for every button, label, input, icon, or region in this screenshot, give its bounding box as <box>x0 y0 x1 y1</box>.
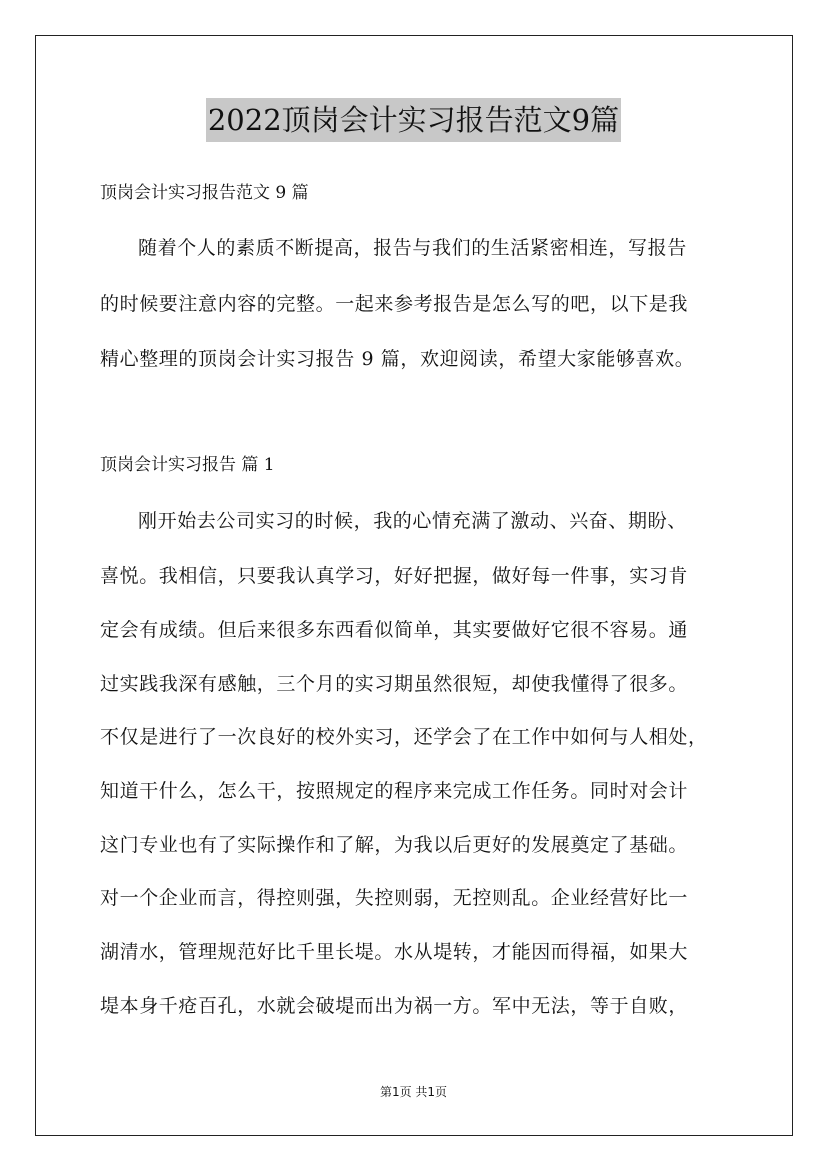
intro-line: 的时候要注意内容的完整。一起来参考报告是怎么写的吧，以下是我 <box>100 293 689 315</box>
intro-line: 精心整理的顶岗会计实习报告 9 篇，欢迎阅读，希望大家能够喜欢。 <box>100 348 695 370</box>
intro-line: 随着个人的素质不断提高，报告与我们的生活紧密相连，写报告 <box>138 237 687 259</box>
body-line: 湖清水，管理规范好比千里长堤。水从堤转，才能因而得福，如果大 <box>100 941 689 963</box>
body-line: 对一个企业而言，得控则强，失控则弱，无控则乱。企业经营好比一 <box>100 887 689 909</box>
body-line: 堤本身千疮百孔，水就会破堤而出为祸一方。军中无法，等于自败， <box>100 995 689 1017</box>
body-line: 不仅是进行了一次良好的校外实习，还学会了在工作中如何与人相处， <box>100 726 708 748</box>
body-line: 定会有成绩。但后来很多东西看似简单，其实要做好它很不容易。通 <box>100 619 689 641</box>
body-line: 喜悦。我相信，只要我认真学习，好好把握，做好每一件事，实习肯 <box>100 565 689 587</box>
document-subtitle: 顶岗会计实习报告范文 9 篇 <box>100 183 309 203</box>
document-title: 2022顶岗会计实习报告范文9篇 <box>206 98 621 142</box>
body-line: 这门专业也有了实际操作和了解，为我以后更好的发展奠定了基础。 <box>100 834 689 856</box>
body-line: 知道干什么，怎么干，按照规定的程序来完成工作任务。同时对会计 <box>100 780 689 802</box>
page-footer: 第1页 共1页 <box>379 1085 448 1099</box>
title-container <box>0 98 827 142</box>
section-heading: 顶岗会计实习报告 篇 1 <box>100 455 275 475</box>
body-line: 刚开始去公司实习的时候，我的心情充满了激动、兴奋、期盼、 <box>138 510 687 532</box>
body-line: 过实践我深有感触，三个月的实习期虽然很短，却使我懂得了很多。 <box>100 673 689 695</box>
